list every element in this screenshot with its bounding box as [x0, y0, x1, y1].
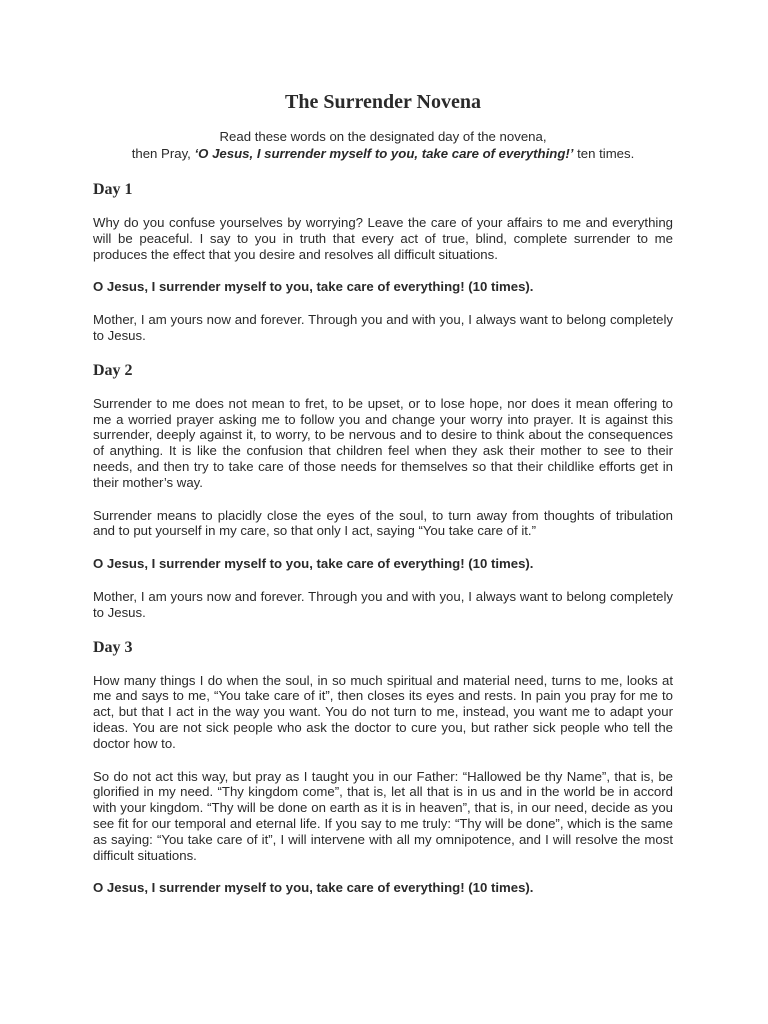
day-prayer: O Jesus, I surrender myself to you, take care of everything! (10 times).	[93, 880, 534, 896]
intro-prayer-emphasis: ‘O Jesus, I surrender myself to you, take care of everything!’	[194, 145, 574, 161]
intro-line-2-prefix: then Pray,	[131, 145, 195, 161]
day-heading: Day 1	[93, 181, 133, 198]
page-title: The Surrender Novena	[285, 91, 481, 113]
intro-line-1: Read these words on the designated day of the novena,	[219, 129, 547, 144]
day-closing-prayer: Mother, I am yours now and forever. Through you and with you, I always want to belong completely to Jesus.	[93, 588, 673, 620]
day-heading: Day 3	[93, 638, 133, 656]
day-heading: Day 2	[93, 361, 133, 379]
day-section-2	[93, 361, 673, 621]
day-paragraph: Surrender means to placidly close the eyes of the soul, to turn away from thoughts of tribulation and to put yourself in my care, so that only I act, saying “You take care of it.”	[93, 507, 673, 539]
day-paragraph: How many things I do when the soul, in so much spiritual and material need, turns to me, looks at me and says to me, “You take care of it”, then closes its eyes and rests. In pain you pray for me to act, but that I act in the way you want. You do not turn to me, instead, you want me to adapt your ideas. You are not sick people who ask the doctor to cure you, but rather sick people who tell the doctor how to.	[93, 672, 673, 751]
day-closing-prayer: Mother, I am yours now and forever. Through you and with you, I always want to belong completely to Jesus.	[93, 312, 673, 343]
intro-instructions	[93, 129, 673, 162]
novena-body	[93, 180, 673, 913]
day-section-3	[93, 638, 673, 897]
day-paragraph: Surrender to me does not mean to fret, to be upset, or to lose hope, nor does it mean offering to me a worried prayer asking me to follow you and change your worry into prayer. It is against this surrender, deeply against it, to worry, to be nervous and to desire to think about the consequences of anything. It is like the confusion that children feel when they ask their mother to see to their needs, and then try to take care of those needs for themselves so that their childlike efforts get in their mother’s way.	[93, 395, 673, 490]
intro-line-2-suffix: ten times.	[573, 145, 635, 161]
intro-line-2	[93, 146, 673, 163]
day-paragraph: So do not act this way, but pray as I taught you in our Father: “Hallowed be thy Name”, that is, be glorified in my need. “Thy kingdom come”, that is, let all that is in us and in the world be in accord with your kingdom. “Thy will be done on earth as it is in heaven”, that is, in our need, decide as you see fit for our temporal and eternal life. If you say to me truly: “Thy will be done”, which is the same as saying: “You take care of it”, I will intervene with all my omnipotence, and I will resolve the most difficult situations.	[93, 768, 673, 863]
day-section-1	[93, 180, 673, 344]
day-paragraph: Why do you confuse yourselves by worrying? Leave the care of your affairs to me and everything will be peaceful. I say to you in truth that every act of true, blind, complete surrender to me produces the effect that you desire and resolves all difficult situations.	[93, 215, 673, 262]
day-prayer: O Jesus, I surrender myself to you, take care of everything! (10 times).	[93, 556, 534, 572]
day-prayer: O Jesus, I surrender myself to you, take care of everything! (10 times).	[93, 279, 534, 295]
